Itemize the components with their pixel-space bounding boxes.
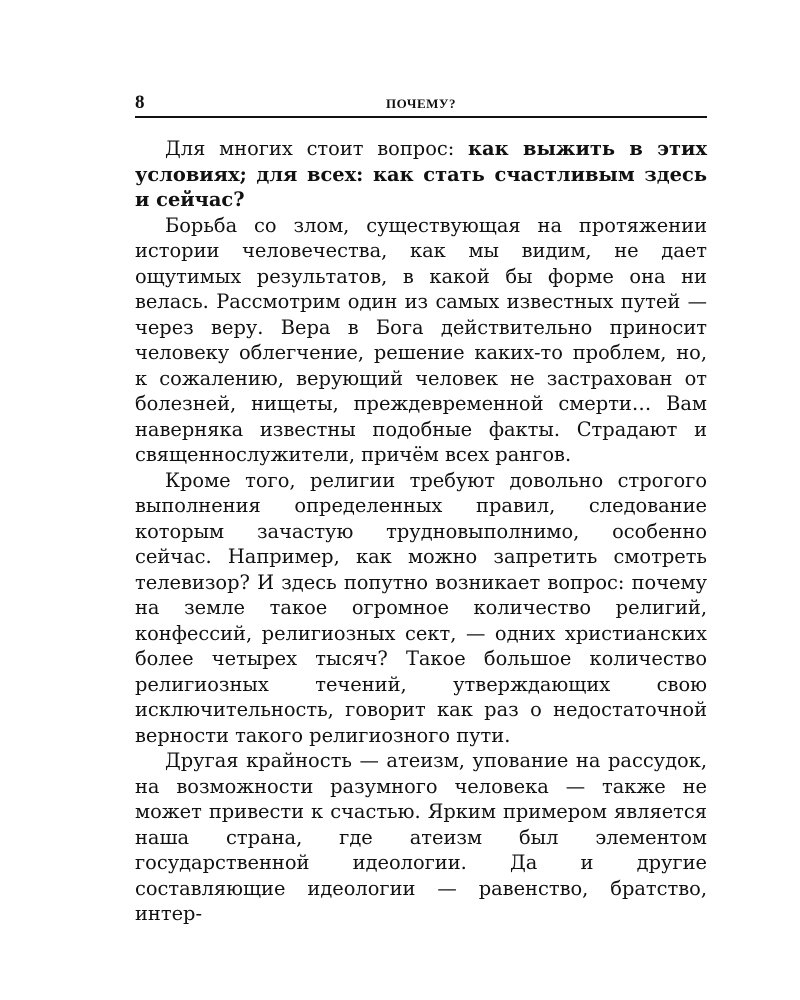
paragraph-1 [135, 136, 707, 213]
page-number: 8 [135, 92, 145, 113]
page-header [135, 92, 707, 118]
paragraph-1-lead: Для многих стоит вопрос: [165, 137, 469, 160]
book-page [135, 92, 707, 927]
paragraph-2: Борьба со злом, существующая на протяжении истории человечества, как мы видим, не дает ощутимых результатов, в какой бы форме она ни велась. Рассмотрим один из самых известных путей — через веру. Вера в Бога действительно приносит человеку облегчение, решение каких-то проблем, но, к сожалению, верующий человек не застрахован от болезней, нищеты, преждевременной смерти… Вам наверняка известны подобные факты. Страдают и священнослужители, причём всех рангов. [135, 213, 707, 466]
paragraph-4: Другая крайность — атеизм, упование на рассудок, на возможности разумного человека — также не может привести к счастью. Ярким примером является наша страна, где атеизм был элементом государственной идеологии. Да и другие составляющие идеологии — равенство, братство, интер- [135, 749, 707, 925]
body-text [135, 136, 707, 927]
paragraph-3: Кроме того, религии требуют довольно строгого выполнения определенных правил, следование которым зачастую трудновыполнимо, особенно сейчас. Например, как можно запретить смотреть телевизор? И здесь попутно возникает вопрос: почему на земле такое огромное количество религий, конфессий, религиозных сект, — одних христианских более четырех тысяч? Такое большое количество религиозных течений, утверждающих свою исключительность, говорит как раз о недостаточной верности такого религиозного пути. [135, 468, 707, 747]
running-head: ПОЧЕМУ? [386, 96, 456, 111]
paragraph-1-bold: как выжить в этих условиях; для всех: как стать счастливым здесь и сейчас? [135, 137, 708, 211]
